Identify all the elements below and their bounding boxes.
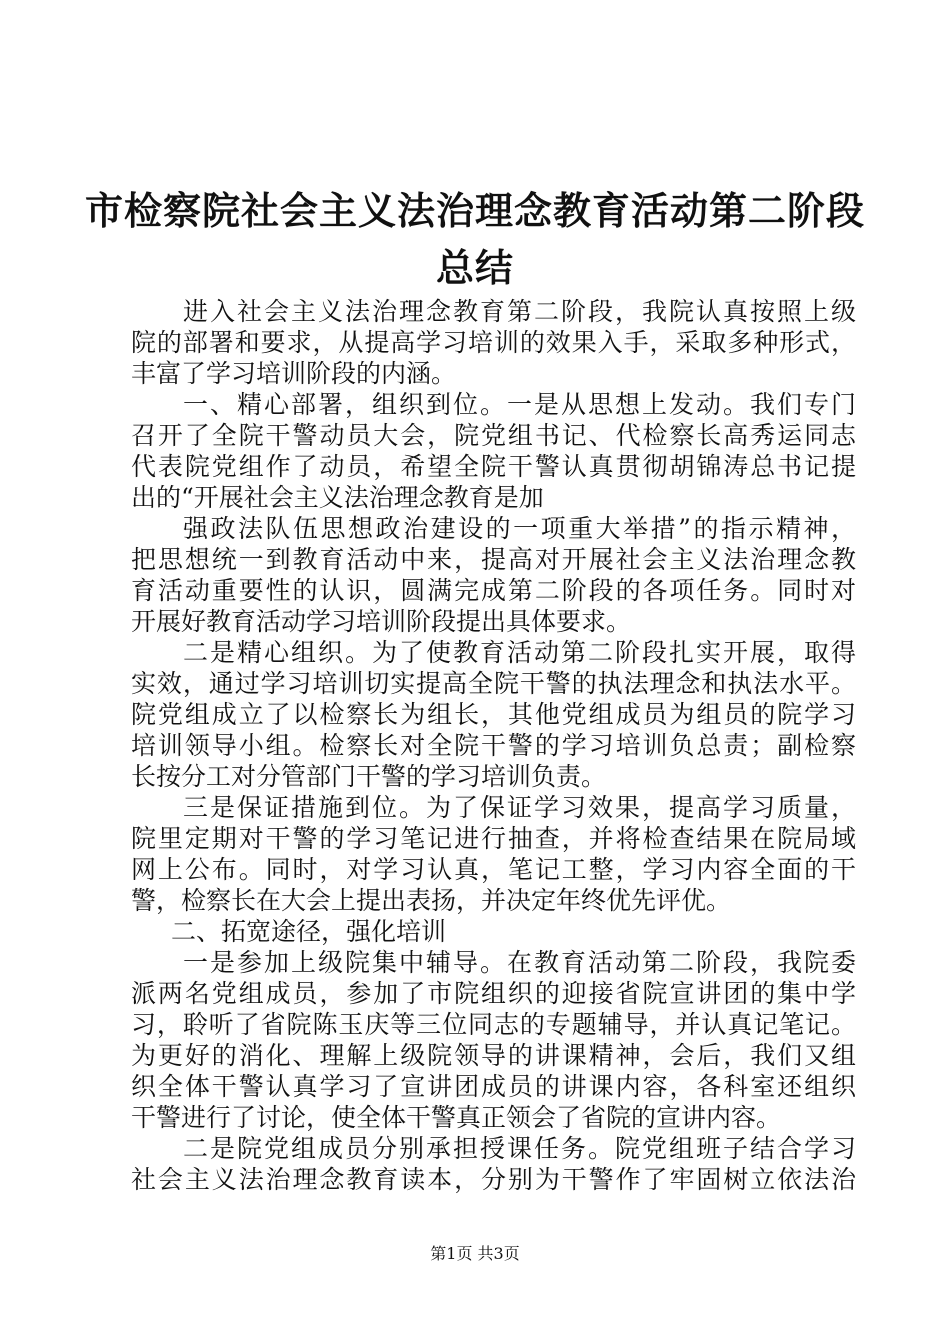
paragraph-line: 实效，通过学习培训切实提高全院干警的执法理念和执法水平。	[131, 669, 856, 698]
paragraph-line: 二是院党组成员分别承担授课任务。院党组班子结合学习	[183, 1134, 856, 1163]
paragraph-line: 强政法队伍思想政治建设的一项重大举措”的指示精神，	[183, 514, 856, 543]
paragraph-line: 开展好教育活动学习培训阶段提出具体要求。	[131, 607, 632, 636]
paragraph-line: 织全体干警认真学习了宣讲团成员的讲课内容，各科室还组织	[131, 1072, 856, 1101]
paragraph-line: 院里定期对干警的学习笔记进行抽查，并将检查结果在院局域	[131, 824, 856, 853]
paragraph-line: 社会主义法治理念教育读本，分别为干警作了牢固树立依法治	[131, 1165, 856, 1194]
paragraph-line: 培训领导小组。检察长对全院干警的学习培训负总责；副检察	[131, 731, 856, 760]
paragraph-line: 进入社会主义法治理念教育第二阶段，我院认真按照上级	[183, 297, 856, 326]
document-body	[131, 296, 856, 1195]
paragraph-line: 干警进行了讨论，使全体干警真正领会了省院的宣讲内容。	[131, 1103, 782, 1132]
page-number: 第1页 共3页	[430, 1244, 520, 1263]
paragraph-line: 召开了全院干警动员大会，院党组书记、代检察长高秀运同志	[131, 421, 856, 450]
paragraph-line: 二是精心组织。为了使教育活动第二阶段扎实开展，取得	[183, 638, 856, 667]
paragraph-line: 出的“开展社会主义法治理念教育是加	[131, 483, 544, 512]
paragraph-line: 育活动重要性的认识，圆满完成第二阶段的各项任务。同时对	[131, 576, 856, 605]
paragraph-line: 一、精心部署，组织到位。一是从思想上发动。我们专门	[183, 390, 856, 419]
document-title: 市检察院社会主义法治理念教育活动第二阶段	[84, 189, 865, 233]
paragraph-line: 派两名党组成员，参加了市院组织的迎接省院宣讲团的集中学	[131, 979, 856, 1008]
section-heading: 二、拓宽途径，强化培训	[171, 917, 447, 946]
paragraph-line: 长按分工对分管部门干警的学习培训负责。	[131, 762, 607, 791]
document-title-continued: 总结	[435, 246, 514, 290]
paragraph-line: 一是参加上级院集中辅导。在教育活动第二阶段，我院委	[183, 948, 856, 977]
paragraph-line: 院的部署和要求，从提高学习培训的效果入手，采取多种形式，	[131, 328, 856, 357]
paragraph-line: 代表院党组作了动员，希望全院干警认真贯彻胡锦涛总书记提	[131, 452, 856, 481]
paragraph-line: 习，聆听了省院陈玉庆等三位同志的专题辅导，并认真记笔记。	[131, 1010, 856, 1039]
paragraph-line: 把思想统一到教育活动中来，提高对开展社会主义法治理念教	[131, 545, 856, 574]
paragraph-line: 网上公布。同时，对学习认真，笔记工整，学习内容全面的干	[131, 855, 856, 884]
paragraph-line: 为更好的消化、理解上级院领导的讲课精神，会后，我们又组	[131, 1041, 856, 1070]
paragraph-line: 丰富了学习培训阶段的内涵。	[131, 359, 457, 388]
paragraph-line: 院党组成立了以检察长为组长，其他党组成员为组员的院学习	[131, 700, 856, 729]
paragraph-line: 三是保证措施到位。为了保证学习效果，提高学习质量，	[183, 793, 856, 822]
paragraph-line: 警，检察长在大会上提出表扬，并决定年终优先评优。	[131, 886, 732, 915]
